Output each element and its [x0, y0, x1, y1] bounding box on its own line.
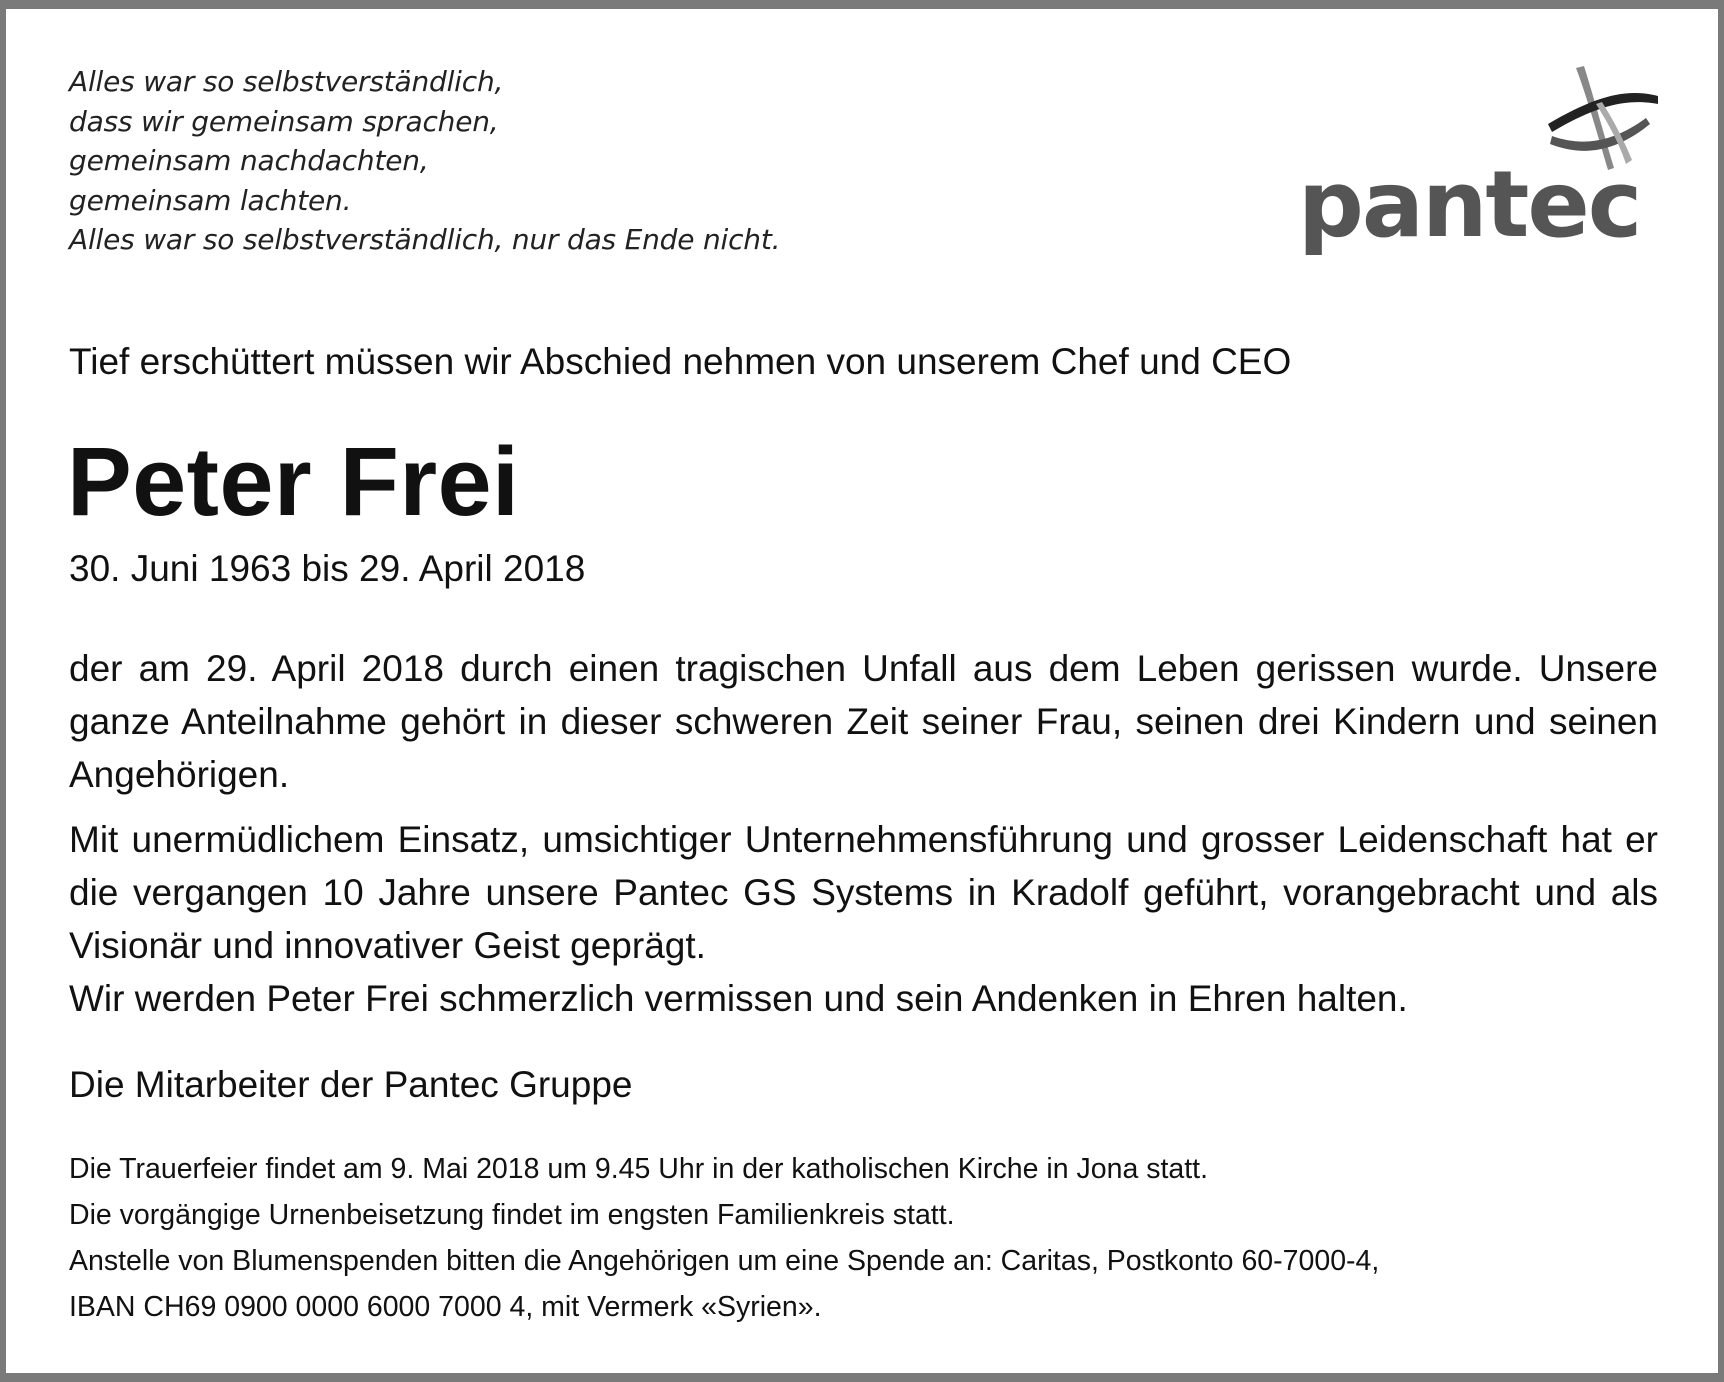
- signature: Die Mitarbeiter der Pantec Gruppe: [69, 1064, 633, 1105]
- poem-line: Alles war so selbstverständlich,: [69, 65, 504, 98]
- poem-line: Alles war so selbstverständlich, nur das Ende nicht.: [69, 223, 781, 256]
- paragraph: Mit unermüdlichem Einsatz, umsichtiger Unternehmensführung und grosser Leidenschaft hat er die vergangen 10 Jahre unsere Pantec GS Systems in Kradolf geführt, vorangebracht und als Visionär und innovativer Geist geprägt.: [69, 819, 1658, 966]
- footer-line: Anstelle von Blumenspenden bitten die Angehörigen um eine Spende an: Caritas, Postkonto 60-7000-4,: [69, 1245, 1380, 1277]
- poem-line: gemeinsam nachdachten,: [69, 144, 429, 177]
- footer-line: IBAN CH69 0900 0000 6000 7000 4, mit Vermerk «Syrien».: [69, 1291, 822, 1323]
- intro-text: Tief erschüttert müssen wir Abschied nehmen von unserem Chef und CEO: [69, 341, 1292, 382]
- pantec-logo: [1296, 60, 1666, 260]
- poem: [69, 62, 969, 260]
- footer-line: Die Trauerfeier findet am 9. Mai 2018 um 9.45 Uhr in der katholischen Kirche in Jona statt.: [69, 1153, 1208, 1185]
- footer-line: Die vorgängige Urnenbeisetzung findet im engsten Familienkreis statt.: [69, 1199, 955, 1231]
- poem-line: gemeinsam lachten.: [69, 183, 352, 217]
- deceased-name: Peter Frei: [67, 427, 520, 536]
- life-dates: 30. Juni 1963 bis 29. April 2018: [69, 548, 586, 589]
- footer-info: [69, 1146, 1669, 1330]
- paragraph: der am 29. April 2018 durch einen tragischen Unfall aus dem Leben gerissen wurde. Unsere ganze Anteilnahme gehört in dieser schweren Zeit seiner Frau, seinen drei Kindern und seinen Angehörigen.: [69, 648, 1658, 795]
- poem-line: dass wir gemeinsam sprachen,: [69, 104, 499, 138]
- logo-text: pantec: [1298, 151, 1641, 258]
- paragraph: Wir werden Peter Frei schmerzlich vermissen und sein Andenken in Ehren halten.: [69, 978, 1408, 1019]
